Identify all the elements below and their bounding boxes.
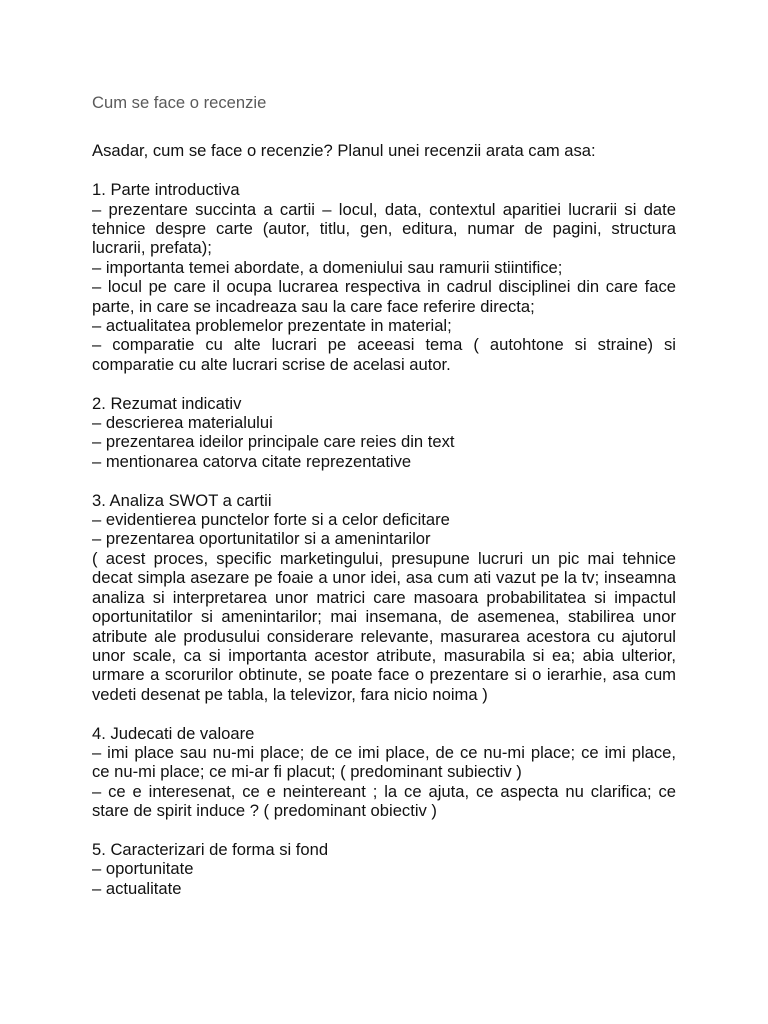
document-title: Cum se face o recenzie [92,93,267,112]
section-judecati-de-valoare [92,724,676,821]
section-heading: 4. Judecati de valoare [92,723,255,743]
list-item: – actualitatea problemelor prezentate in material; [92,316,452,336]
section-heading: 3. Analiza SWOT a cartii [92,490,272,510]
list-item: – ce e interesenat, ce e neintereant ; la ce ajuta, ce aspecta nu clarifica; ce stare de spirit induce ? ( predominant obiectiv ) [92,781,676,821]
list-item: – locul pe care il ocupa lucrarea respectiva in cadrul disciplinei din care face parte, in care se incadreaza sau la care face referire directa; [92,277,676,316]
list-item: – prezentarea oportunitatilor si a amenintarilor [92,529,431,549]
list-item: – actualitate [92,878,182,898]
document-body [92,93,676,898]
list-item: – oportunitate [92,859,194,879]
list-item: – imi place sau nu-mi place; de ce imi place, de ce nu-mi place; ce imi place, ce nu-mi place; ce mi-ar fi placut; ( predominant subiectiv ) [92,742,676,782]
list-item: – importanta temei abordate, a domeniului sau ramurii stiintifice; [92,257,563,277]
list-item: – mentionarea catorva citate reprezentative [92,451,412,471]
swot-explanation-paragraph: ( acest proces, specific marketingului, presupune lucruri un pic mai tehnice decat simpla asezare pe foaie a unor idei, asa cum ati vazut pe la tv; inseamna analiza si interpretarea unor matrici care masoara probabilitatea si impactul oportunitatilor si amenintarilor; mai insemana, de asemenea, stabilirea unor atribute ale produsului considerare relevante, masurarea acestora cu ajutorul unor scale, ca si importanta acestor atribute, masurabila si ea; abia ulterior, urmare a scorurilor obtinute, se poate face o prezentare si o ierarhie, asa cum vedeti desenat pe tabla, la televizor, fara nicio noima ) [92,548,676,704]
section-heading: 1. Parte introductiva [92,180,240,200]
list-item: – prezentarea ideilor principale care reies din text [92,432,455,452]
section-rezumat-indicativ [92,394,676,472]
section-analiza-swot [92,491,676,704]
section-heading: 2. Rezumat indicativ [92,393,242,413]
section-heading: 5. Caracterizari de forma si fond [92,839,329,859]
list-item: – evidentierea punctelor forte si a celor deficitare [92,510,450,530]
list-item: – prezentare succinta a cartii – locul, data, contextul aparitiei lucrarii si date tehnice despre carte (autor, titlu, gen, editura, numar de pagini, structura lucrarii, prefata); [92,199,676,258]
section-parte-introductiva [92,180,676,374]
list-item: – descrierea materialului [92,413,273,433]
list-item: – comparatie cu alte lucrari pe aceeasi tema ( autohtone si straine) si comparatie cu alte lucrari scrise de acelasi autor. [92,335,676,374]
section-caracterizari [92,840,676,898]
intro-paragraph: Asadar, cum se face o recenzie? Planul unei recenzii arata cam asa: [92,141,596,161]
